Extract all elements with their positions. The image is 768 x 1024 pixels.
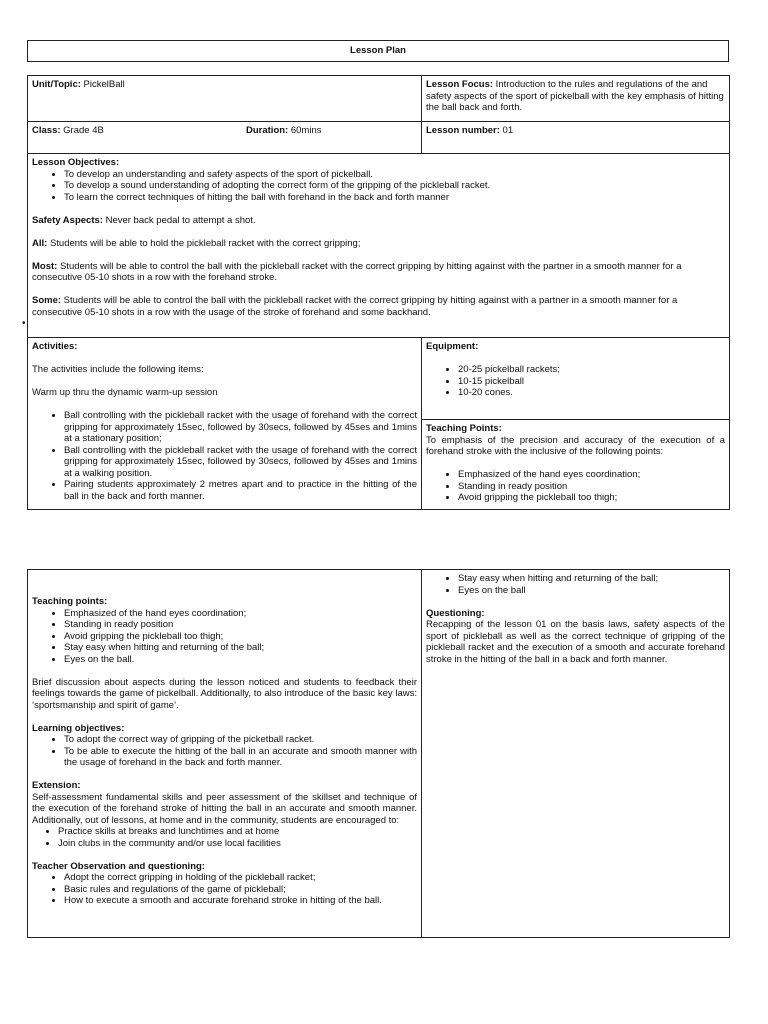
list-item: • Ball controlling with the pickleball racket with the usage of forehand with the correct gripping for approximately 15sec, followed by 30secs, followed by 45ses and 1mins at a stationary position; <box>64 410 417 445</box>
unit-topic-cell <box>28 76 422 122</box>
list-item: • To develop an understanding and safety aspects of the sport of pickelball. <box>64 169 725 181</box>
list-item: • Avoid gripping the pickleball too thigh; <box>458 492 725 504</box>
extension-text: Self-assessment fundamental skills and peer assessment of the skillset and technique of the execution of the forehand stroke of hitting the ball in an accurate and smooth manner. Additionally, out of lessons, at home and in the community, students are encouraged to: <box>32 791 417 826</box>
class-duration-cell <box>28 122 422 154</box>
teaching-points-list-2 <box>32 608 417 666</box>
duration-label: Duration: <box>246 125 289 136</box>
list-item: • Eyes on the ball <box>458 585 725 597</box>
list-item: • Stay easy when hitting and returning of the ball; <box>64 642 417 654</box>
questioning-text: Recapping of the lesson 01 on the basis laws, safety aspects of the sport of pickleball as well as the correct technique of gripping of the pickleball racket and the execution of a smooth and accurate forehand stroke in the hitting of the ball in a back and forth manner. <box>426 619 725 665</box>
equipment-heading: Equipment: <box>426 341 479 352</box>
teaching-points-continued-list <box>426 573 725 596</box>
some-label: Some: <box>32 295 62 306</box>
all-outcome <box>32 238 725 250</box>
safety-label: Safety Aspects: <box>32 214 103 226</box>
list-item: • Join clubs in the community and/or use local facilities <box>58 838 417 850</box>
learning-objectives-heading: Learning objectives: <box>32 722 125 734</box>
teaching-points-heading: Teaching Points: <box>426 423 502 434</box>
questioning-heading: Questioning: <box>426 607 485 619</box>
questioning-cell <box>422 570 730 938</box>
list-item: • Emphasized of the hand eyes coordination; <box>458 469 725 481</box>
list-item: • Pairing students approximately 2 metres apart and to practice in the hitting of the ball in the back and forth manner. <box>64 479 417 502</box>
list-item: • To be able to execute the hitting of the ball in an accurate and smooth manner with the usage of forehand in the back and forth manner. <box>64 746 417 769</box>
list-item: • Eyes on the ball. <box>64 654 417 666</box>
unit-topic-value: PickelBall <box>80 79 125 90</box>
list-item: • 10-20 cones. <box>458 387 725 399</box>
discussion-text: Brief discussion about aspects during the lesson noticed and students to feedback their feelings towards the game of pickelball. Additionally, to also introduce of the basic key laws: ‘sportsmanship and spirit of game’. <box>32 676 417 711</box>
list-item: • 10-15 pickelball <box>458 376 725 388</box>
activities-list <box>32 410 417 502</box>
list-item: • Avoid gripping the pickleball too thigh; <box>64 631 417 643</box>
unit-topic-label: Unit/Topic: <box>32 79 81 90</box>
duration-value: 60mins <box>288 125 322 136</box>
teaching-details-cell <box>28 570 422 938</box>
observation-heading: Teacher Observation and questioning: <box>32 860 205 872</box>
lesson-focus-label: Lesson Focus: <box>426 79 494 90</box>
lesson-objectives-cell <box>28 154 730 338</box>
safety-aspects <box>32 215 725 227</box>
lesson-plan-title: Lesson Plan <box>27 40 729 62</box>
stray-bullet-mark: • <box>22 318 26 329</box>
list-item: • Stay easy when hitting and returning of the ball; <box>458 573 725 585</box>
most-label: Most: <box>32 260 58 272</box>
objectives-list <box>32 169 725 204</box>
list-item: • Emphasized of the hand eyes coordination; <box>64 608 417 620</box>
class-value: Grade 4B <box>60 125 104 136</box>
activities-intro: The activities include the following items: <box>32 364 204 375</box>
teaching-points-intro: To emphasis of the precision and accuracy of the execution of a forehand stroke with the inclusive of the following points: <box>426 434 725 457</box>
list-item: • Adopt the correct gripping in holding of the pickleball racket; <box>64 872 417 884</box>
activities-cell <box>28 338 422 510</box>
list-item: • To learn the correct techniques of hitting the ball with forehand in the back and forth manner <box>64 192 725 204</box>
most-outcome <box>32 261 725 284</box>
lesson-number-cell <box>422 122 730 154</box>
learning-objectives-list <box>32 734 417 769</box>
safety-text: Never back pedal to attempt a shot. <box>102 214 256 226</box>
extension-list <box>32 826 417 849</box>
extension-heading: Extension: <box>32 780 81 791</box>
observation-list <box>32 872 417 907</box>
list-item: • Basic rules and regulations of the game of pickleball; <box>64 884 417 896</box>
activities-warmup: Warm up thru the dynamic warm-up session <box>32 387 218 398</box>
lesson-focus-cell <box>422 76 730 122</box>
objectives-heading: Lesson Objectives: <box>32 157 120 168</box>
all-label: All: <box>32 237 48 249</box>
list-item: • Standing in ready position <box>458 481 725 493</box>
lesson-number-value: 01 <box>499 125 514 136</box>
teaching-points-heading-2: Teaching points: <box>32 596 108 607</box>
list-item: • Practice skills at breaks and lunchtimes and at home <box>58 826 417 838</box>
class-label: Class: <box>32 125 61 136</box>
teaching-points-list <box>426 469 725 504</box>
equipment-cell <box>422 338 730 420</box>
lesson-header-table <box>27 75 730 510</box>
list-item: • Ball controlling with the pickleball racket with the usage of forehand with the correct gripping for approximately 15sec, followed by 30secs, followed by 45ses and 1mins at a walking position. <box>64 445 417 480</box>
some-outcome <box>32 295 725 318</box>
teaching-points-cell <box>422 420 730 510</box>
activities-heading: Activities: <box>32 341 78 352</box>
list-item: • To adopt the correct way of gripping of the picketball racket. <box>64 734 417 746</box>
some-text: Students will be able to control the ball with the pickleball racket with the correct gripping by hitting against with a partner in a smooth manner for a consecutive 05-10 shots in a row with the usage of the stroke of forehand and some backhand. <box>32 295 678 318</box>
list-item: • Standing in ready position <box>64 619 417 631</box>
lesson-number-label: Lesson number: <box>426 125 500 136</box>
lesson-continuation-table <box>27 569 730 938</box>
all-text: Students will be able to hold the pickleball racket with the correct gripping; <box>47 237 361 249</box>
lesson-focus-value: Introduction to the rules and regulations of the and safety aspects of the sport of pickelball with the key emphasis of hitting the ball back and forth. <box>426 79 724 113</box>
list-item: • How to execute a smooth and accurate forehand stroke in hitting of the ball. <box>64 895 417 907</box>
list-item: • To develop a sound understanding of adopting the correct form of the gripping of the pickleball racket. <box>64 180 725 192</box>
list-item: • 20-25 pickelball rackets; <box>458 364 725 376</box>
most-text: Students will be able to control the ball with the pickleball racket with the correct gripping by hitting against with the partner in a smooth manner for a consecutive 05-10 shots in a row with the forehand stroke. <box>32 260 682 283</box>
equipment-list <box>426 364 725 399</box>
